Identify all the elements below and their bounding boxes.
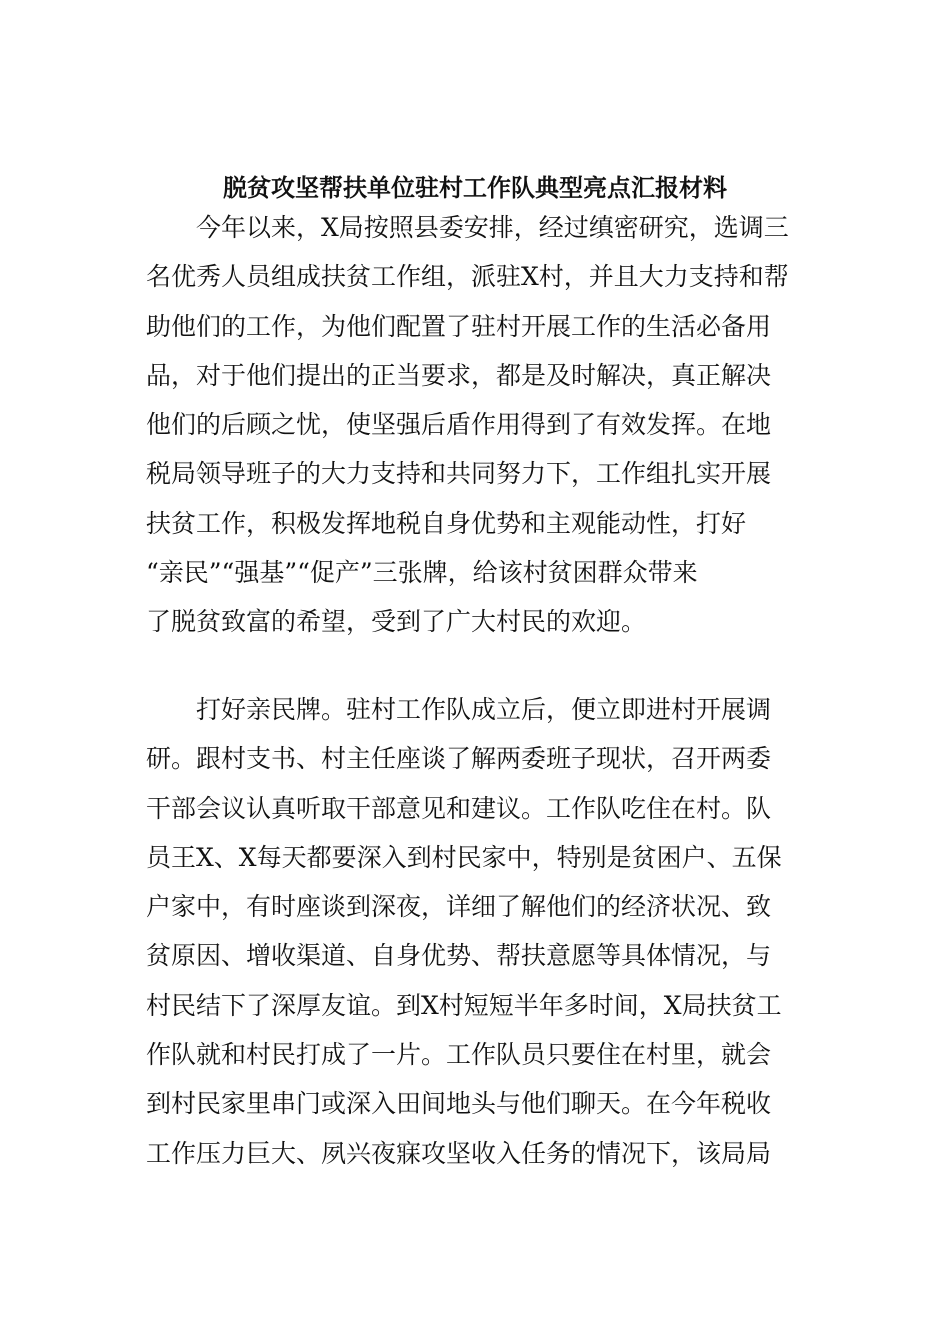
paragraph-line: 研。跟村支书、村主任座谈了解两委班子现状，召开两委	[146, 744, 772, 774]
paragraph-line: 品，对于他们提出的正当要求，都是及时解决，真正解决	[146, 360, 772, 390]
paragraph-line: 打好亲民牌。驻村工作队成立后，便立即进村开展调	[196, 695, 772, 724]
paragraph-line: “亲民”“强基”“促产”三张牌，给该村贫困群众带来	[146, 558, 698, 588]
paragraph-line: 村民结下了深厚友谊。到X村短短半年多时间，X局扶贫工	[146, 990, 782, 1020]
paragraph-intro	[146, 203, 806, 647]
paragraph-line: 到村民家里串门或深入田间地头与他们聊天。在今年税收	[146, 1089, 772, 1119]
paragraph-line: 干部会议认真听取干部意见和建议。工作队吃住在村。队	[146, 793, 772, 823]
paragraph-qinmin	[146, 685, 806, 1178]
paragraph-line: 名优秀人员组成扶贫工作组，派驻X村，并且大力支持和帮	[146, 262, 789, 292]
paragraph-line: 了脱贫致富的希望，受到了广大村民的欢迎。	[146, 607, 647, 637]
paragraph-line: 他们的后顾之忧，使坚强后盾作用得到了有效发挥。在地	[146, 410, 772, 440]
paragraph-line: 作队就和村民打成了一片。工作队员只要住在村里，就会	[146, 1040, 772, 1070]
paragraph-line: 员王X、X每天都要深入到村民家中，特别是贫困户、五保	[146, 842, 782, 872]
paragraph-line: 助他们的工作，为他们配置了驻村开展工作的生活必备用	[146, 311, 772, 341]
paragraph-line: 今年以来，X局按照县委安排，经过缜密研究，选调三	[196, 213, 789, 242]
paragraph-line: 税局领导班子的大力支持和共同努力下，工作组扎实开展	[146, 459, 772, 489]
document-title: 脱贫攻坚帮扶单位驻村工作队典型亮点汇报材料	[223, 173, 727, 202]
paragraph-line: 工作压力巨大、夙兴夜寐攻坚收入任务的情况下，该局局	[146, 1138, 772, 1168]
paragraph-line: 户家中，有时座谈到深夜，详细了解他们的经济状况、致	[146, 892, 772, 922]
paragraph-line: 贫原因、增收渠道、自身优势、帮扶意愿等具体情况，与	[146, 941, 772, 971]
paragraph-line: 扶贫工作，积极发挥地税自身优势和主观能动性，打好	[146, 508, 747, 538]
